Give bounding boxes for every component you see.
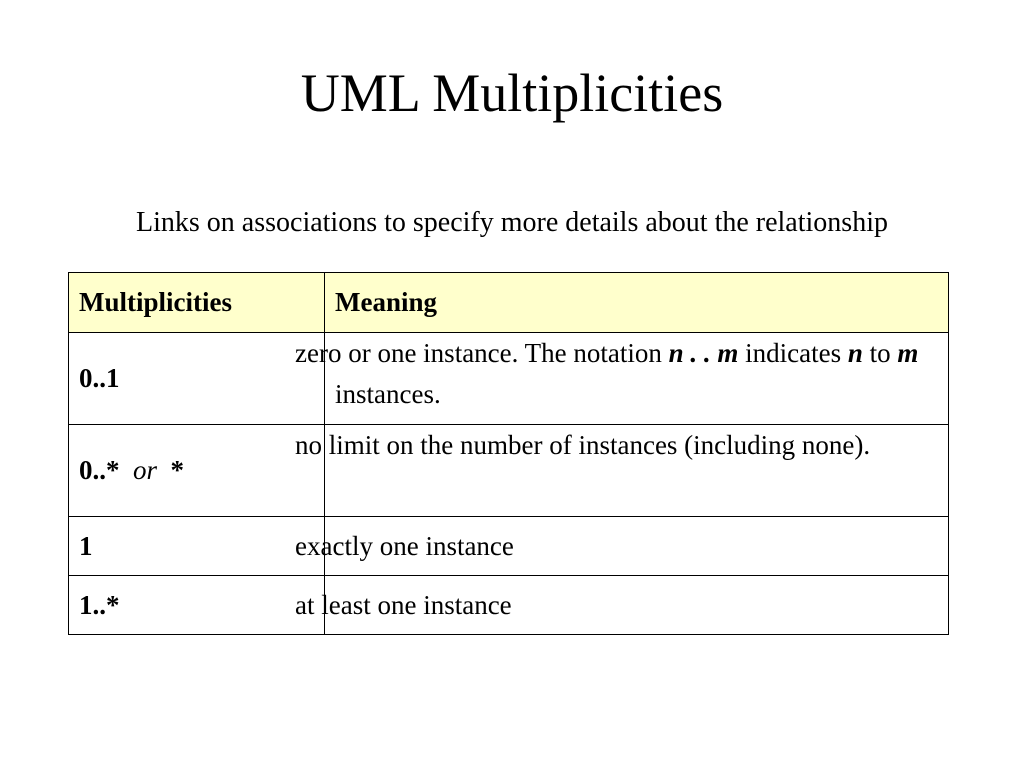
slide-title: UML Multiplicities	[300, 63, 724, 123]
header-meaning: Meaning	[325, 273, 949, 333]
meaning-cell: at least one instance	[325, 576, 949, 635]
notation-text: n . . m	[668, 338, 739, 368]
multiplicity-cell: 1..*	[69, 576, 325, 635]
multiplicity-cell	[69, 425, 325, 517]
notation-m: m	[897, 338, 919, 368]
multiplicities-table	[68, 272, 949, 635]
meaning-cell: no limit on the number of instances (including none).	[325, 425, 949, 517]
table-header-row	[69, 273, 949, 333]
multiplicity-main: 0..*	[79, 455, 120, 485]
meaning-cell	[295, 333, 949, 425]
meaning-text: zero or one instance. The notation	[295, 338, 669, 368]
meaning-text: instances.	[335, 379, 441, 409]
meaning-cell: exactly one instance	[325, 517, 949, 576]
multiplicity-alt: *	[170, 455, 185, 485]
slide-subtitle: Links on associations to specify more details about the relationship	[136, 207, 888, 238]
meaning-text: indicates	[738, 338, 848, 368]
table-row	[69, 425, 949, 517]
table-row	[69, 576, 949, 635]
multiplicity-or: or	[133, 455, 158, 485]
multiplicity-cell: 0..1	[69, 333, 325, 425]
table-row	[69, 333, 949, 425]
multiplicity-cell: 1	[69, 517, 325, 576]
meaning-text: to	[862, 338, 898, 368]
header-multiplicities: Multiplicities	[69, 273, 325, 333]
notation-n: n	[847, 338, 863, 368]
table-row	[69, 517, 949, 576]
